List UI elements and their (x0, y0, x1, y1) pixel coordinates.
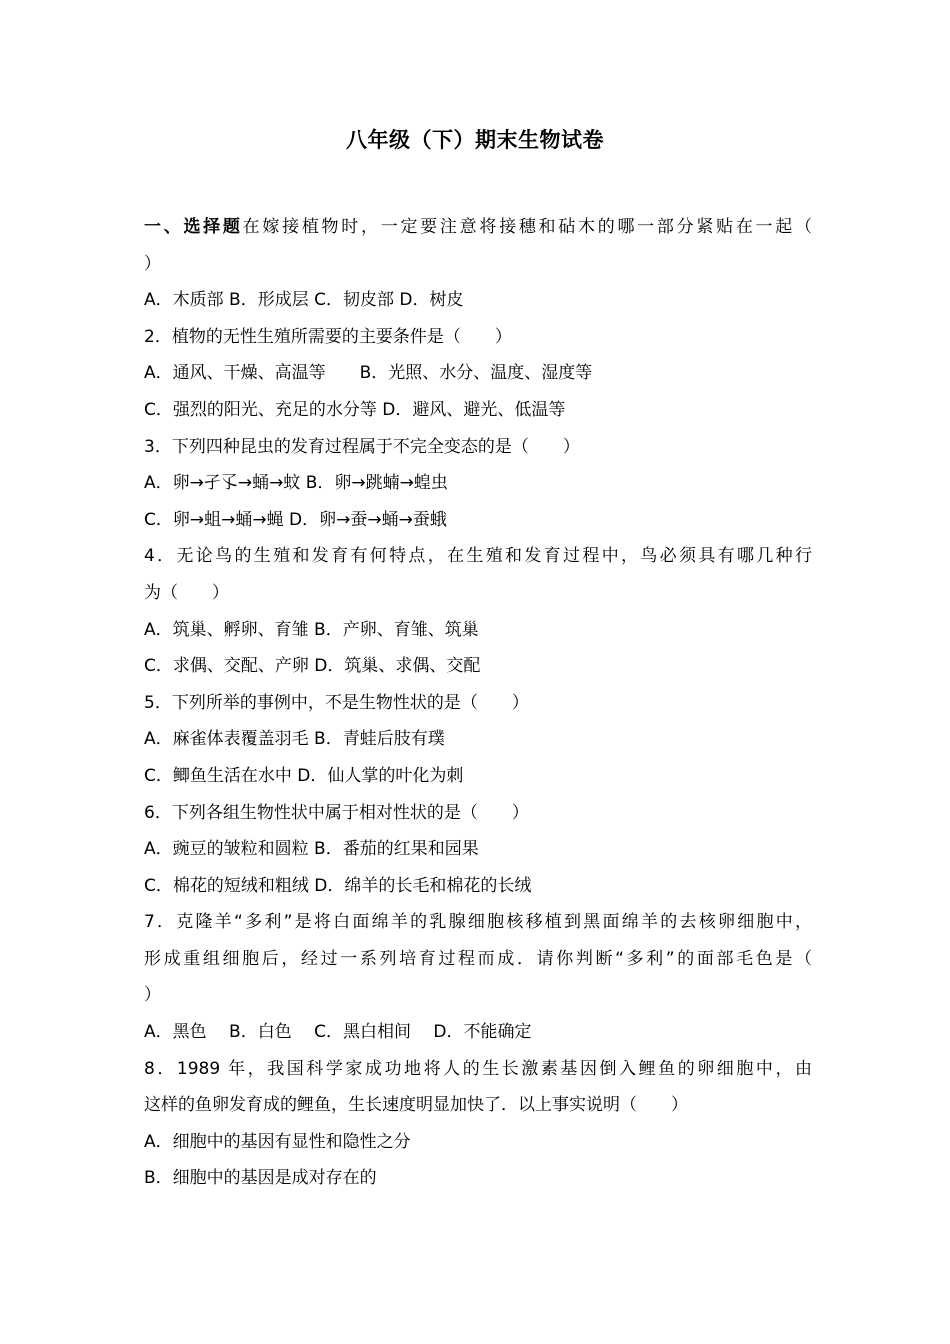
question-3-options-ab: A．卵→孑孓→蛹→蚊 B．卵→跳蝻→蝗虫 (144, 473, 448, 494)
question-7-stem-line-3: ） (144, 985, 161, 1006)
question-1-stem-line-2: ） (144, 253, 161, 274)
section-label: 一、选择题 (144, 217, 243, 237)
question-1-stem-line-1 (144, 209, 812, 246)
question-2-options-ab: A．通风、干燥、高温等 B．光照、水分、温度、湿度等 (144, 363, 593, 384)
question-8-option-a: A．细胞中的基因有显性和隐性之分 (144, 1131, 411, 1152)
question-1-text: 在嫁接植物时，一定要注意将接穗和砧木的哪一部分紧贴在一起（ (242, 217, 812, 237)
question-8-stem-line-1: 8．1989 年，我国科学家成功地将人的生长激素基因倒入鲤鱼的卵细胞中，由 (144, 1058, 812, 1079)
question-7-options: A．黑色 B．白色 C．黑白相间 D．不能确定 (144, 1022, 532, 1043)
question-4-options-ab: A．筑巢、孵卵、育雏 B．产卵、育雏、筑巢 (144, 619, 479, 640)
question-2-options-cd: C．强烈的阳光、充足的水分等 D．避风、避光、低温等 (144, 399, 566, 420)
question-7-stem-line-2: 形成重组细胞后，经过一系列培育过程而成．请你判断“多利”的面部毛色是（ (144, 948, 812, 969)
question-2-stem: 2．植物的无性生殖所需要的主要条件是（ ） (144, 326, 512, 347)
question-5-options-cd: C．鲫鱼生活在水中 D．仙人掌的叶化为刺 (144, 765, 464, 786)
question-1-options: A．木质部 B．形成层 C．韧皮部 D．树皮 (144, 290, 464, 311)
question-4-stem-line-1: 4．无论鸟的生殖和发育有何特点，在生殖和发育过程中，鸟必须具有哪几种行 (144, 546, 812, 567)
question-6-stem: 6．下列各组生物性状中属于相对性状的是（ ） (144, 802, 529, 823)
question-8-option-b: B．细胞中的基因是成对存在的 (144, 1168, 377, 1189)
page-title: 八年级（下）期末生物试卷 (346, 128, 604, 152)
question-5-stem: 5．下列所举的事例中，不是生物性状的是（ ） (144, 692, 529, 713)
question-4-options-cd: C．求偶、交配、产卵 D．筑巢、求偶、交配 (144, 656, 481, 677)
question-list (144, 209, 812, 1197)
question-8-stem-line-2: 这样的鱼卵发育成的鲤鱼，生长速度明显加快了．以上事实说明（ ） (144, 1095, 688, 1116)
question-4-stem-line-2: 为（ ） (144, 582, 229, 603)
question-7-stem-line-1: 7．克隆羊“多利”是将白面绵羊的乳腺细胞核移植到黑面绵羊的去核卵细胞中， (144, 912, 812, 933)
question-6-options-cd: C．棉花的短绒和粗绒 D．绵羊的长毛和棉花的长绒 (144, 875, 532, 896)
question-6-options-ab: A．豌豆的皱粒和圆粒 B．番茄的红果和园果 (144, 839, 479, 860)
question-5-options-ab: A．麻雀体表覆盖羽毛 B．青蛙后肢有璞 (144, 729, 445, 750)
question-3-options-cd: C．卵→蛆→蛹→蝇 D．卵→蚕→蛹→蚕蛾 (144, 509, 447, 530)
question-3-stem: 3．下列四种昆虫的发育过程属于不完全变态的是（ ） (144, 436, 580, 457)
